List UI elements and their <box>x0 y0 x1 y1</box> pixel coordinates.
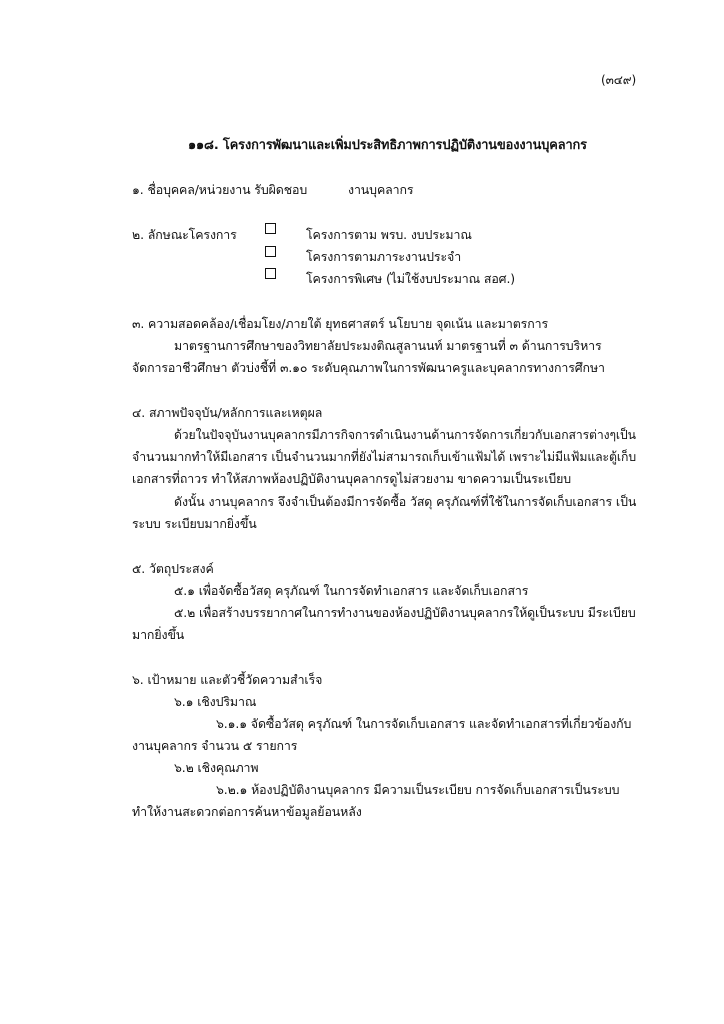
section1-value: งานบุคลากร <box>348 182 414 197</box>
section6-quality-line-1: ๖.๒.๑ ห้องปฏิบัติงานบุคลากร มีความเป็นระเบียบ การจัดเก็บเอกสารเป็นระบบ <box>216 782 620 797</box>
option-routine-work: โครงการตามภาระงานประจำ <box>306 249 462 264</box>
section5-line-3: มากยิ่งขึ้น <box>132 627 185 642</box>
section3-line-2: จัดการอาชีวศึกษา ตัวบ่งชี้ที่ ๓.๑๐ ระดับคุณภาพในการพัฒนาครูและบุคลากรทางการศึกษา <box>132 360 605 375</box>
section3-line-1: มาตรฐานการศึกษาของวิทยาลัยประมงติณสูลานนท์ มาตรฐานที่ ๓ ด้านการบริหาร <box>174 338 602 353</box>
section6-quality-label: ๖.๒ เชิงคุณภาพ <box>174 760 259 775</box>
option-special-project: โครงการพิเศษ (ไม่ใช้งบประมาณ สอศ.) <box>306 271 516 286</box>
checkbox-budget-act[interactable] <box>265 223 276 234</box>
section4-heading: ๔. สภาพปัจจุบัน/หลักการและเหตุผล <box>132 405 323 420</box>
section4-line-1: ด้วยในปัจจุบันงานบุคลากรมีภารกิจการดำเนินงานด้านการจัดการเกี่ยวกับเอกสารต่างๆเป็น <box>174 427 636 442</box>
section6-quantity-label: ๖.๑ เชิงปริมาณ <box>174 694 257 709</box>
page-number: (๓๔๙) <box>601 72 637 87</box>
section6-quantity-line-1: ๖.๑.๑ จัดซื้อวัสดุ ครุภัณฑ์ ในการจัดเก็บเอกสาร และจัดทำเอกสารที่เกี่ยวข้องกับ <box>216 716 632 731</box>
section4-line-2: จำนวนมากทำให้มีเอกสาร เป็นจำนวนมากที่ยังไม่สามารถเก็บเข้าแฟ้มได้ เพราะไม่มีแฟ้มและตู้เก็บ <box>132 449 637 464</box>
section1-label: ๑. ชื่อบุคคล/หน่วยงาน รับผิดชอบ <box>132 182 308 197</box>
section2-label: ๒. ลักษณะโครงการ <box>132 227 237 242</box>
section3-heading: ๓. ความสอดคล้อง/เชื่อมโยง/ภายใต้ ยุทธศาสตร์ นโยบาย จุดเน้น และมาตรการ <box>132 316 549 331</box>
section4-line-4: ดังนั้น งานบุคลากร จึงจำเป็นต้องมีการจัดซื้อ วัสดุ ครุภัณฑ์ที่ใช้ในการจัดเก็บเอกสาร เป็น <box>174 494 637 509</box>
section6-heading: ๖. เป้าหมาย และตัวชี้วัดความสำเร็จ <box>132 672 323 687</box>
option-budget-act: โครงการตาม พรบ. งบประมาณ <box>306 227 472 242</box>
section6-quality-line-2: ทำให้งานสะดวกต่อการค้นหาข้อมูลย้อนหลัง <box>132 804 362 819</box>
section4-line-5: ระบบ ระเบียบมากยิ่งขึ้น <box>132 516 257 531</box>
section6-quantity-line-2: งานบุคลากร จำนวน ๕ รายการ <box>132 738 298 753</box>
section5-line-1: ๕.๑ เพื่อจัดซื้อวัสดุ ครุภัณฑ์ ในการจัดทำเอกสาร และจัดเก็บเอกสาร <box>174 583 529 598</box>
section5-line-2: ๕.๒ เพื่อสร้างบรรยากาศในการทำงานของห้องปฏิบัติงานบุคลากรให้ดูเป็นระบบ มีระเบียบ <box>174 605 636 620</box>
checkbox-special-project[interactable] <box>265 268 276 279</box>
section5-heading: ๕. วัตถุประสงค์ <box>132 561 214 576</box>
section4-line-3: เอกสารที่ถาวร ทำให้สภาพห้องปฏิบัติงานบุคลากรดูไม่สวยงาม ขาดความเป็นระเบียบ <box>132 471 572 486</box>
checkbox-routine-work[interactable] <box>265 246 276 257</box>
document-title: ๑๑๘. โครงการพัฒนาและเพิ่มประสิทธิภาพการปฏิบัติงานของงานบุคลากร <box>188 138 587 153</box>
